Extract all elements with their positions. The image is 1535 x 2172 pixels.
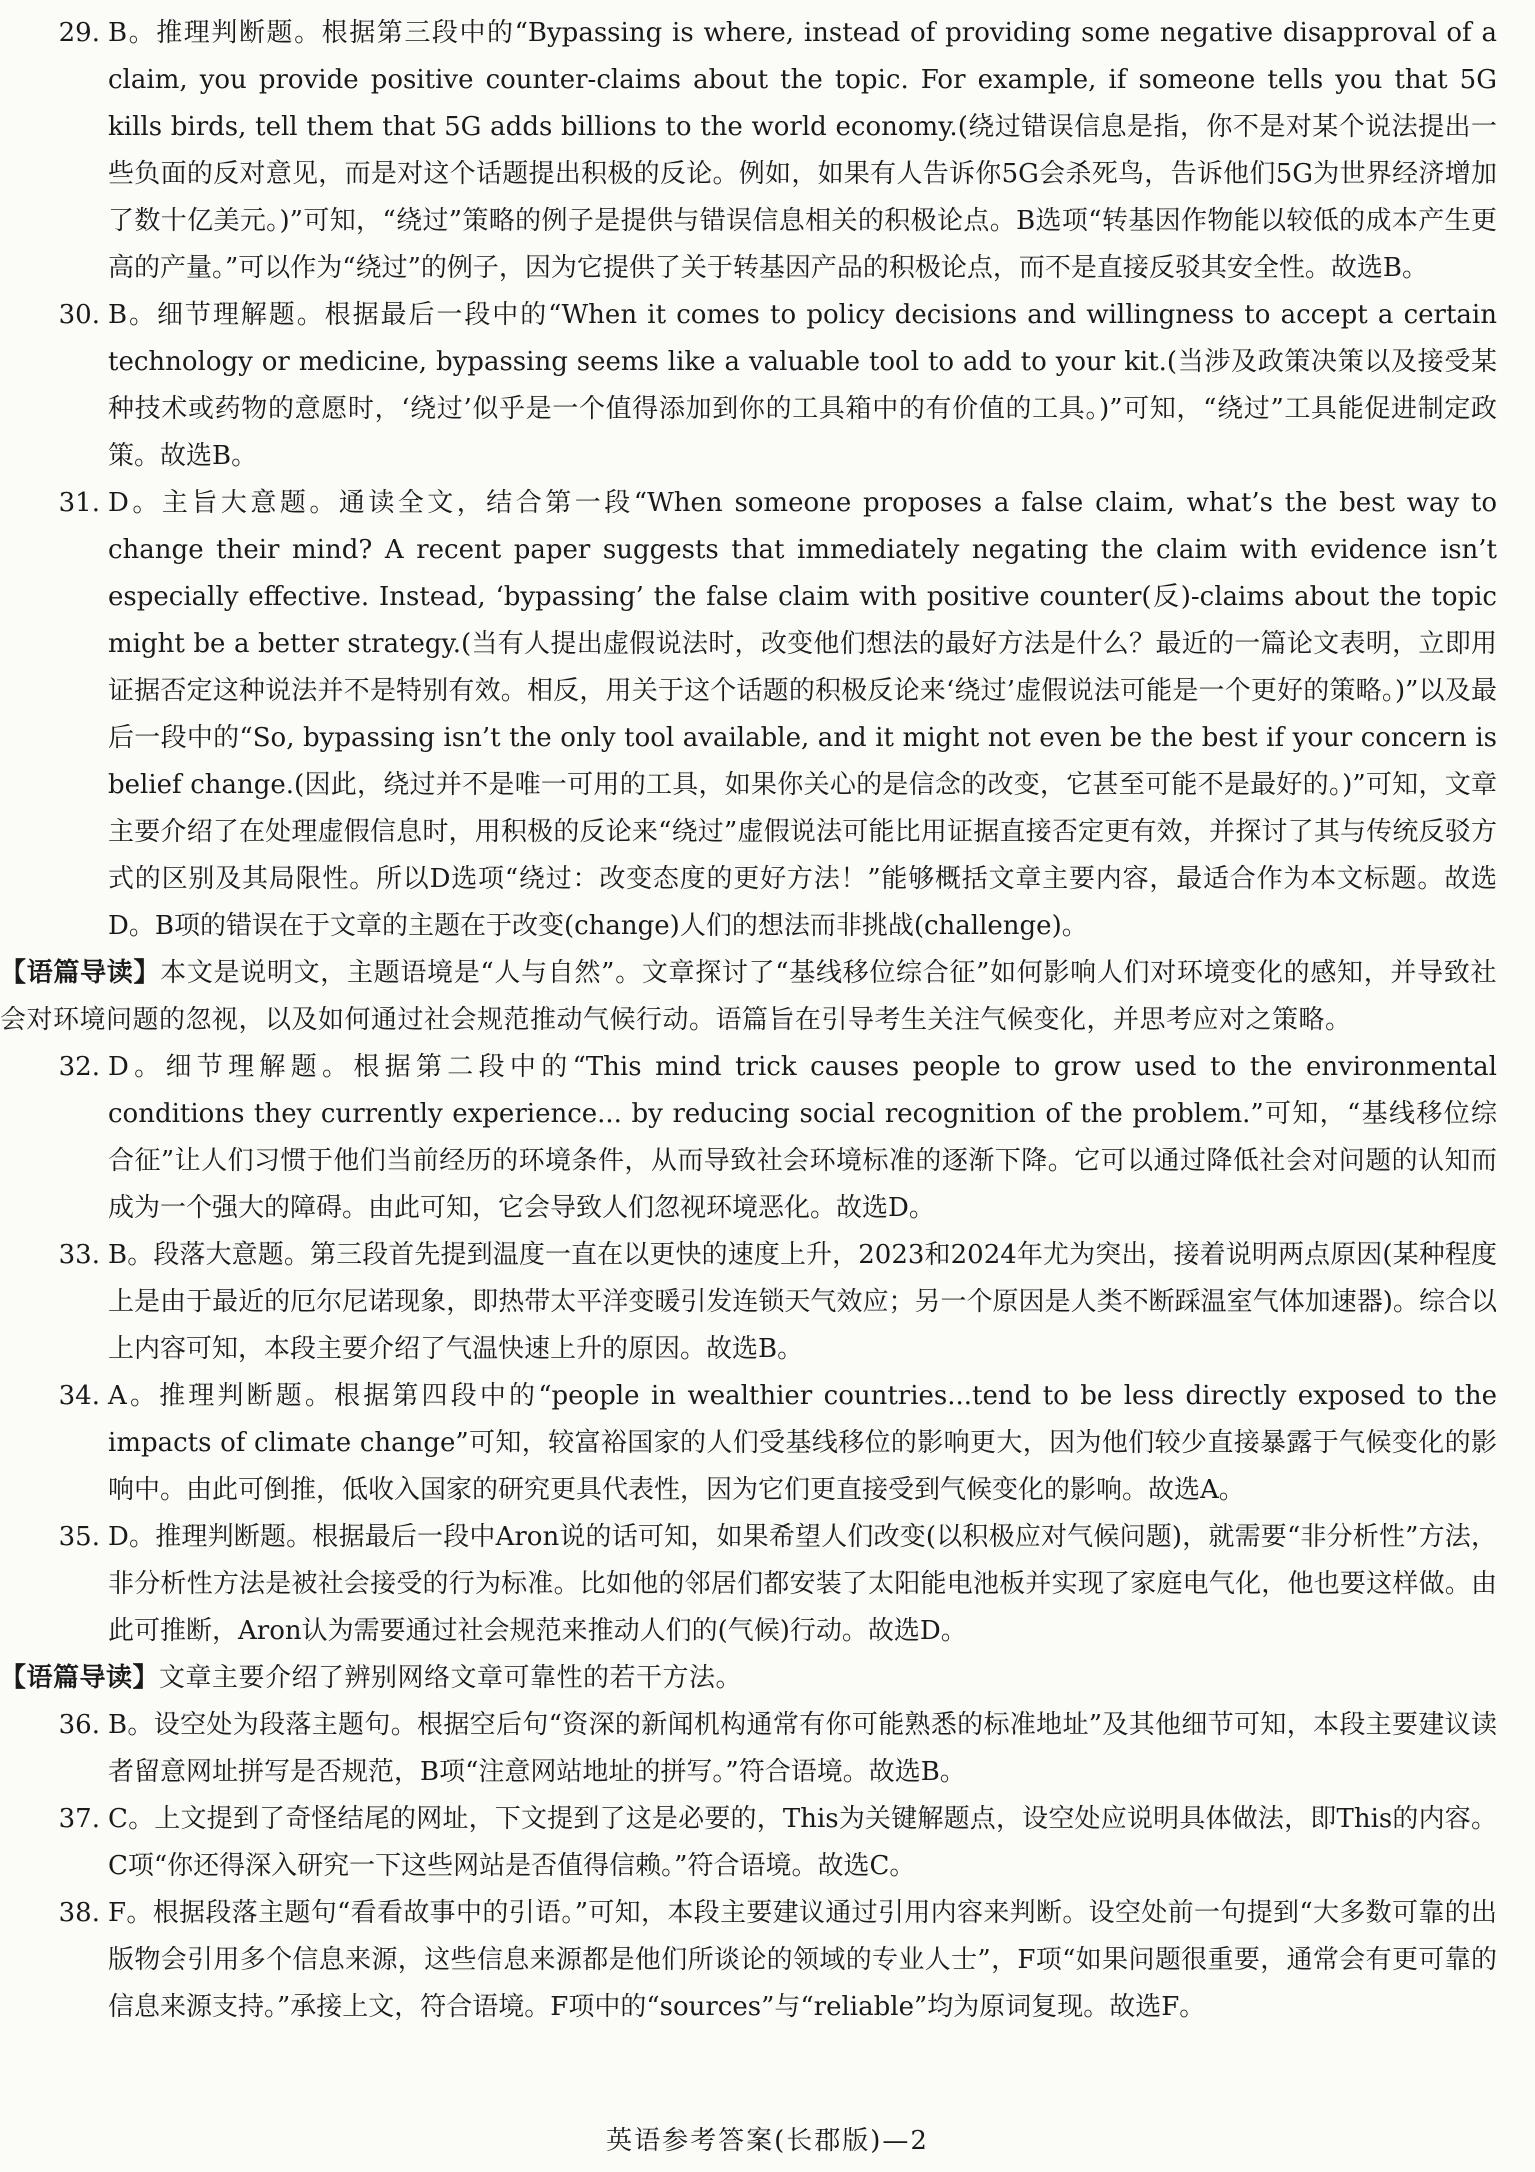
question-number: 37. xyxy=(58,1804,100,1834)
guide-text: 本文是说明文，主题语境是“人与自然”。文章探讨了“基线移位综合征”如何影响人们对环境变化的感知，并导致社会对环境问题的忽视，以及如何通过社会规范推动气候行动。语篇旨在引导考生关注气候变化，并思考应对之策略。 xyxy=(0,958,1497,1035)
guide-tag: 【语篇导读】 xyxy=(0,1663,160,1693)
answer-text: B。段落大意题。第三段首先提到温度一直在以更快的速度上升，2023和2024年尤为突出，接着说明两点原因(某种程度上是由于最近的厄尔尼诺现象，即热带太平洋变暖引发连锁天气效应；另一个原因是人类不断踩温室气体加速器)。综合以上内容可知，本段主要介绍了气温快速上升的原因。故选B。 xyxy=(108,1240,1497,1364)
answer-text: D。细节理解题。根据第二段中的“This mind trick causes people to grow used to the environmental conditions they currently experience... by reducing social recognition of the problem.”可知，“基线移位综合征”让人们习惯于他们当前经历的环境条件，从而导致社会环境标准的逐渐下降。它可以通过降低社会对问题的认知而成为一个强大的障碍。由此可知，它会导致人们忽视环境恶化。故选D。 xyxy=(108,1052,1497,1223)
answer-text: B。推理判断题。根据第三段中的“Bypassing is where, instead of providing some negative disapproval of a claim, you provide positive counter-claims about the topic. For example, if someone tells you that 5G kills birds, tell them that 5G adds billions to the world economy.(绕过错误信息是指，你不是对某个说法提出一些负面的反对意见，而是对这个话题提出积极的反论。例如，如果有人告诉你5G会杀死鸟，告诉他们5G为世界经济增加了数十亿美元。)”可知，“绕过”策略的例子是提供与错误信息相关的积极论点。B选项“转基因作物能以较低的成本产生更高的产量。”可以作为“绕过”的例子，因为它提供了关于转基因产品的积极论点，而不是直接反驳其安全性。故选B。 xyxy=(108,18,1497,283)
answer-text: C。上文提到了奇怪结尾的网址，下文提到了这是必要的，This为关键解题点，设空处应说明具体做法，即This的内容。C项“你还得深入研究一下这些网站是否值得信赖。”符合语境。故选C。 xyxy=(108,1804,1497,1881)
page-footer: 英语参考答案(长郡版)—2 xyxy=(606,2126,929,2156)
answer-text: B。设空处为段落主题句。根据空后句“资深的新闻机构通常有你可能熟悉的标准地址”及其他细节可知，本段主要建议读者留意网址拼写是否规范，B项“注意网站地址的拼写。”符合语境。故选B。 xyxy=(108,1710,1497,1787)
answer-text: D。推理判断题。根据最后一段中Aron说的话可知，如果希望人们改变(以积极应对气候问题)，就需要“非分析性”方法，非分析性方法是被社会接受的行为标准。比如他的邻居们都安装了太阳能电池板并实现了家庭电气化，他也要这样做。由此可推断，Aron认为需要通过社会规范来推动人们的(气候)行动。故选D。 xyxy=(108,1522,1497,1646)
passage-guide-1 xyxy=(0,950,1497,1044)
question-number: 35. xyxy=(58,1522,100,1552)
answer-32 xyxy=(58,1044,1497,1232)
guide-text: 文章主要介绍了辨别网络文章可靠性的若干方法。 xyxy=(159,1663,743,1693)
question-number: 29. xyxy=(58,18,100,48)
answer-36 xyxy=(58,1702,1497,1796)
answer-33 xyxy=(58,1232,1497,1373)
passage-guide-2 xyxy=(0,1655,1497,1702)
answer-text: D。主旨大意题。通读全文，结合第一段“When someone proposes a false claim, what’s the best way to change their mind? A recent paper suggests that immediately negating the claim with evidence isn’t especially effective. Instead, ‘bypassing’ the false claim with positive counter(反)-claims about the topic might be a better strategy.(当有人提出虚假说法时，改变他们想法的最好方法是什么？最近的一篇论文表明，立即用证据否定这种说法并不是特别有效。相反，用关于这个话题的积极反论来‘绕过’虚假说法可能是一个更好的策略。)”以及最后一段中的“So, bypassing isn’t the only tool available, and it might not even be the best if your concern is belief change.(因此，绕过并不是唯一可用的工具，如果你关心的是信念的改变，它甚至可能不是最好的。)”可知，文章主要介绍了在处理虚假信息时，用积极的反论来“绕过”虚假说法可能比用证据直接否定更有效，并探讨了其与传统反驳方式的区别及其局限性。所以D选项“绕过：改变态度的更好方法！”能够概括文章主要内容，最适合作为本文标题。故选D。B项的错误在于文章的主题在于改变(change)人们的想法而非挑战(challenge)。 xyxy=(108,488,1497,941)
answer-text: B。细节理解题。根据最后一段中的“When it comes to policy decisions and willingness to accept a certain technology or medicine, bypassing seems like a valuable tool to add to your kit.(当涉及政策决策以及接受某种技术或药物的意愿时，‘绕过’似乎是一个值得添加到你的工具箱中的有价值的工具。)”可知，“绕过”工具能促进制定政策。故选B。 xyxy=(108,300,1497,471)
question-number: 30. xyxy=(58,300,100,330)
answer-34 xyxy=(58,1373,1497,1514)
answer-text: A。推理判断题。根据第四段中的“people in wealthier countries...tend to be less directly exposed to the impacts of climate change”可知，较富裕国家的人们受基线移位的影响更大，因为他们较少直接暴露于气候变化的影响中。由此可倒推，低收入国家的研究更具代表性，因为它们更直接受到气候变化的影响。故选A。 xyxy=(108,1381,1497,1505)
guide-tag: 【语篇导读】 xyxy=(0,958,161,988)
answer-38 xyxy=(58,1890,1497,2031)
question-number: 38. xyxy=(58,1898,100,1928)
question-number: 33. xyxy=(58,1240,100,1270)
answer-30 xyxy=(58,292,1497,480)
answer-31 xyxy=(58,480,1497,950)
question-number: 34. xyxy=(58,1381,100,1411)
answer-37 xyxy=(58,1796,1497,1890)
answer-29 xyxy=(58,10,1497,292)
answer-35 xyxy=(58,1514,1497,1655)
answer-text: F。根据段落主题句“看看故事中的引语。”可知，本段主要建议通过引用内容来判断。设空处前一句提到“大多数可靠的出版物会引用多个信息来源，这些信息来源都是他们所谈论的领域的专业人士”，F项“如果问题很重要，通常会有更可靠的信息来源支持。”承接上文，符合语境。F项中的“sources”与“reliable”均为原词复现。故选F。 xyxy=(108,1898,1497,2022)
question-number: 31. xyxy=(58,488,100,518)
question-number: 36. xyxy=(58,1710,100,1740)
question-number: 32. xyxy=(58,1052,100,1082)
